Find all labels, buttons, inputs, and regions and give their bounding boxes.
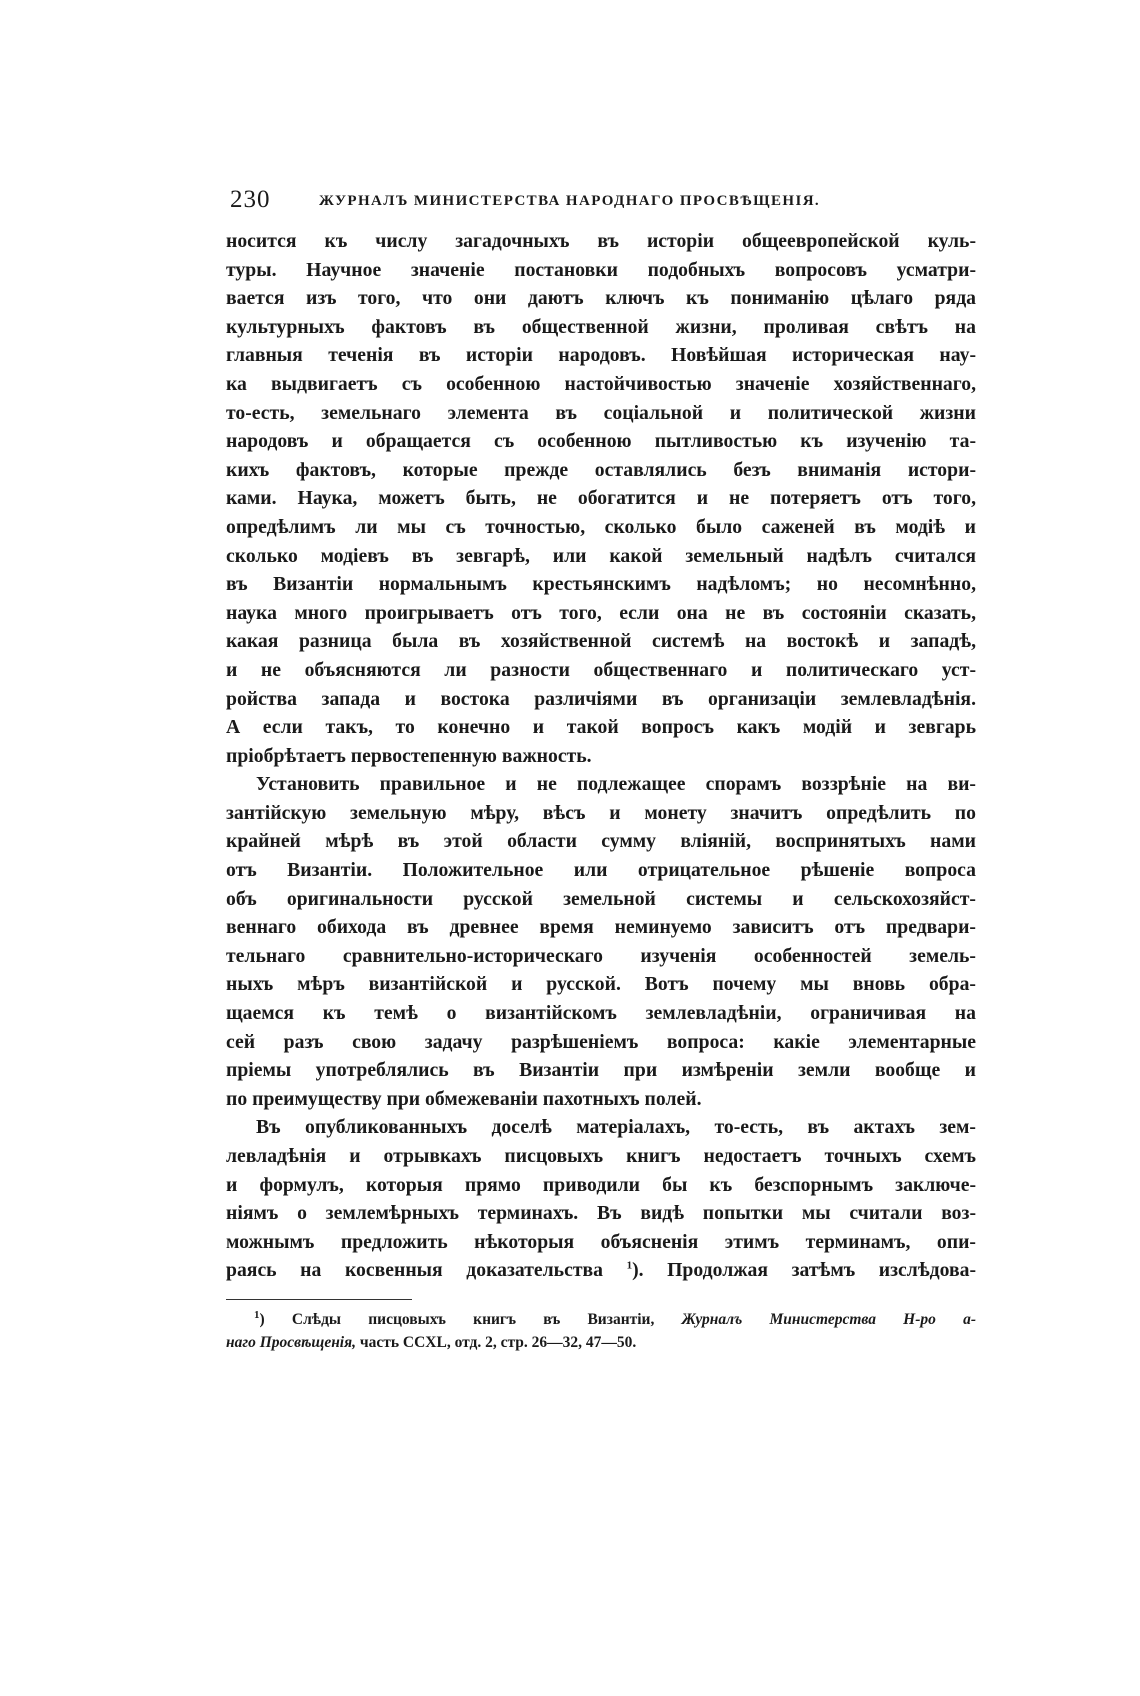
text-line: туры. Научное значеніе постановки подобныхъ вопросовъ усматри- [226, 258, 976, 281]
text-line: вается изъ того, что они даютъ ключъ къ пониманію цѣлаго ряда [226, 287, 976, 310]
text-line: пріобрѣтаетъ первостепенную важность. [226, 744, 592, 767]
page-number: 230 [230, 186, 271, 213]
text-line: левладѣнія и отрывкахъ писцовыхъ книгъ недостаетъ точныхъ схемъ [226, 1145, 976, 1167]
paragraph-2 [226, 770, 976, 1113]
footnote-divider [226, 1299, 412, 1300]
text-line: ка выдвигаетъ съ особенною настойчивостью значеніе хозяйственнаго, [226, 372, 976, 395]
text-line: ками. Наука, можетъ быть, не обогатится и не потеряетъ отъ того, [226, 487, 976, 510]
text-line: главныя теченія въ исторіи народовъ. Новѣйшая историческая нау- [226, 344, 976, 367]
footnote [226, 1308, 976, 1354]
text-fragment: раясь на косвенныя доказательства [226, 1259, 603, 1282]
text-line: въ Византіи нормальнымъ крестьянскимъ надѣломъ; но несомнѣнно, [226, 573, 976, 596]
body-text [226, 227, 976, 1285]
text-line: сей разъ свою задачу разрѣшеніемъ вопроса: какіе элементарные [226, 1030, 976, 1053]
text-line: можнымъ предложить нѣкоторыя объясненія этимъ терминамъ, опи- [226, 1230, 976, 1253]
footnote-text: ) Слѣды писцовыхъ книгъ въ Византіи, [259, 1310, 682, 1328]
text-line: кихъ фактовъ, которые прежде оставлялись безъ вниманія истори- [226, 458, 976, 481]
document-page [226, 185, 976, 1354]
footnote-journal: Журналъ Министерства Н-ро а- [681, 1310, 976, 1328]
text-line: культурныхъ фактовъ въ общественной жизни, проливая свѣтъ на [226, 315, 976, 338]
paragraph-3 [226, 1113, 976, 1285]
text-fragment: ). Продолжая затѣмъ изслѣдова- [632, 1259, 976, 1282]
text-line: наука много проигрываетъ отъ того, если она не въ состояніи сказать, [226, 601, 976, 624]
paragraph-1 [226, 227, 976, 770]
text-line: по преимуществу при обмежеваніи пахотныхъ полей. [226, 1087, 702, 1110]
text-line: ройства запада и востока различіями въ организаціи землевладѣнія. [226, 687, 976, 710]
text-line: и не объясняются ли разности общественнаго и политическаго уст- [226, 658, 976, 681]
footnote-marker: 1 [254, 1308, 260, 1321]
text-line: крайней мѣрѣ въ этой области сумму вліяній, воспринятыхъ нами [226, 830, 976, 853]
text-line: А если такъ, то конечно и такой вопросъ какъ модій и зевгарь [226, 716, 976, 739]
text-line: ныхъ мѣръ византійской и русской. Вотъ почему мы вновь обра- [226, 973, 976, 996]
text-line: опредѣлимъ ли мы съ точностью, сколько было саженей въ модіѣ и [226, 515, 976, 538]
text-line: носится къ числу загадочныхъ въ исторіи общеевропейской куль- [226, 230, 976, 252]
text-line: то-есть, земельнаго элемента въ соціальной и политической жизни [226, 401, 976, 424]
text-line: пріемы употреблялись въ Византіи при измѣреніи земли вообще и [226, 1059, 976, 1082]
text-line: зантійскую земельную мѣру, вѣсъ и монету значитъ опредѣлить по [226, 801, 976, 824]
text-line: и формулъ, которыя прямо приводили бы къ безспорнымъ заключе- [226, 1173, 976, 1196]
text-line: ніямъ о землемѣрныхъ терминахъ. Въ видѣ попытки мы считали воз- [226, 1202, 976, 1225]
footnote-text: часть CCXL, отд. 2, стр. 26—32, 47—50. [355, 1333, 637, 1351]
text-line: Въ опубликованныхъ доселѣ матеріалахъ, то-есть, въ актахъ зем- [256, 1116, 976, 1139]
text-line: Установить правильное и не подлежащее спорамъ воззрѣніе на ви- [256, 773, 976, 796]
running-header [226, 185, 976, 219]
footnote-line [226, 1331, 976, 1354]
journal-title: ЖУРНАЛЪ МИНИСТЕРСТВА НАРОДНАГО ПРОСВѢЩЕНІЯ. [319, 193, 821, 209]
text-line: какая разница была въ хозяйственной системѣ на востокѣ и западѣ, [226, 630, 976, 653]
text-line-with-footnote [226, 1256, 976, 1285]
footnote-journal: наго Просвѣщенія, [226, 1333, 356, 1351]
footnote-reference[interactable]: 1 [626, 1259, 633, 1272]
text-line: народовъ и обращается съ особенною пытливостью къ изученію та- [226, 430, 976, 453]
text-line: отъ Византіи. Положительное или отрицательное рѣшеніе вопроса [226, 859, 976, 882]
text-line: веннаго обихода въ древнее время неминуемо зависитъ отъ предвари- [226, 916, 976, 939]
footnote-line [226, 1308, 976, 1331]
text-line: объ оригинальности русской земельной системы и сельскохозяйст- [226, 887, 976, 910]
text-line: щаемся къ темѣ о византійскомъ землевладѣніи, ограничивая на [226, 1002, 976, 1025]
text-line: сколько модіевъ въ зевгарѣ, или какой земельный надѣлъ считался [226, 544, 976, 567]
text-line: тельнаго сравнительно-историческаго изученія особенностей земель- [226, 944, 976, 967]
